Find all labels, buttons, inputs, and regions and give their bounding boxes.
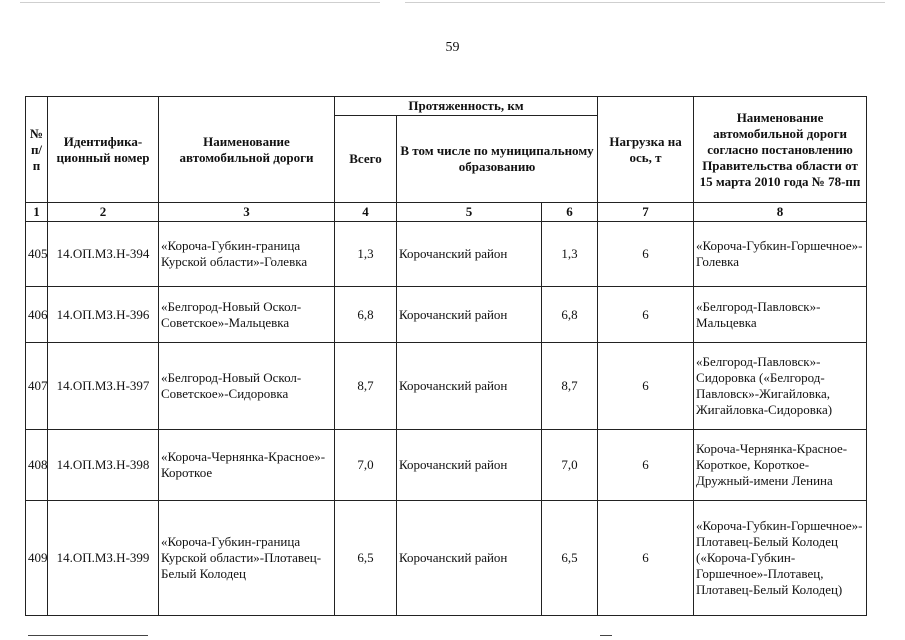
header-total: Всего <box>335 116 397 203</box>
column-number: 4 <box>335 203 397 222</box>
row-total-length: 6,5 <box>335 501 397 616</box>
row-num: 408 <box>26 430 48 501</box>
row-municipality: Корочанский район <box>397 343 542 430</box>
table-row <box>26 501 867 616</box>
row-id: 14.ОП.МЗ.Н-399 <box>48 501 159 616</box>
row-municipal-length: 6,8 <box>542 287 598 343</box>
row-road-name: «Белгород-Новый Оскол-Советское»-Сидоровка <box>159 343 335 430</box>
row-municipal-length: 6,5 <box>542 501 598 616</box>
column-number: 7 <box>598 203 694 222</box>
row-municipality: Корочанский район <box>397 222 542 287</box>
header-num: № п/п <box>26 97 48 203</box>
column-number: 5 <box>397 203 542 222</box>
row-id: 14.ОП.МЗ.Н-398 <box>48 430 159 501</box>
header-name: Наименование автомобильной дороги <box>159 97 335 203</box>
header-municipal: В том числе по муниципальному образованию <box>397 116 598 203</box>
row-num: 409 <box>26 501 48 616</box>
row-axle-load: 6 <box>598 222 694 287</box>
row-num: 405 <box>26 222 48 287</box>
page-number: 59 <box>445 40 460 55</box>
row-municipal-length: 1,3 <box>542 222 598 287</box>
row-id: 14.ОП.МЗ.Н-396 <box>48 287 159 343</box>
column-number: 6 <box>542 203 598 222</box>
header-load: Нагрузка на ось, т <box>598 97 694 203</box>
bottom-rule <box>28 635 148 636</box>
row-decree-name: Короча-Чернянка-Красное-Короткое, Короткое-Дружный-имени Ленина <box>694 430 867 501</box>
row-road-name: «Белгород-Новый Оскол-Советское»-Мальцевка <box>159 287 335 343</box>
row-municipal-length: 7,0 <box>542 430 598 501</box>
row-axle-load: 6 <box>598 430 694 501</box>
table-row <box>26 287 867 343</box>
row-axle-load: 6 <box>598 501 694 616</box>
top-rule-left <box>20 2 380 3</box>
header-id: Идентифика-ционный номер <box>48 97 159 203</box>
row-axle-load: 6 <box>598 343 694 430</box>
row-municipal-length: 8,7 <box>542 343 598 430</box>
column-number: 2 <box>48 203 159 222</box>
top-rule-right <box>405 2 885 3</box>
row-decree-name: «Короча-Губкин-Горшечное»-Плотавец-Белый Колодец («Короча-Губкин-Горшечное»-Плотавец, Плотавец-Белый Колодец) <box>694 501 867 616</box>
row-decree-name: «Белгород-Павловск»-Мальцевка <box>694 287 867 343</box>
header-length-group: Протяженность, км <box>335 97 598 116</box>
column-number-row <box>26 203 867 222</box>
row-road-name: «Короча-Чернянка-Красное»-Короткое <box>159 430 335 501</box>
column-number: 1 <box>26 203 48 222</box>
header-decree-name: Наименование автомобильной дороги согласно постановлению Правительства области от 15 марта 2010 года № 78-пп <box>694 97 867 203</box>
roads-table <box>25 96 867 616</box>
row-road-name: «Короча-Губкин-граница Курской области»-Голевка <box>159 222 335 287</box>
row-axle-load: 6 <box>598 287 694 343</box>
row-decree-name: «Короча-Губкин-Горшечное»-Голевка <box>694 222 867 287</box>
column-number: 3 <box>159 203 335 222</box>
header-row-1 <box>26 97 867 116</box>
row-total-length: 1,3 <box>335 222 397 287</box>
row-id: 14.ОП.МЗ.Н-397 <box>48 343 159 430</box>
row-road-name: «Короча-Губкин-граница Курской области»-Плотавец-Белый Колодец <box>159 501 335 616</box>
table-row <box>26 222 867 287</box>
row-municipality: Корочанский район <box>397 430 542 501</box>
row-municipality: Корочанский район <box>397 287 542 343</box>
row-total-length: 6,8 <box>335 287 397 343</box>
bottom-rule-mark <box>600 635 612 636</box>
row-id: 14.ОП.МЗ.Н-394 <box>48 222 159 287</box>
row-total-length: 8,7 <box>335 343 397 430</box>
row-municipality: Корочанский район <box>397 501 542 616</box>
table-row <box>26 343 867 430</box>
table-row <box>26 430 867 501</box>
row-num: 406 <box>26 287 48 343</box>
row-total-length: 7,0 <box>335 430 397 501</box>
column-number: 8 <box>694 203 867 222</box>
row-num: 407 <box>26 343 48 430</box>
row-decree-name: «Белгород-Павловск»-Сидоровка («Белгород-Павловск»-Жигайловка, Жигайловка-Сидоровка) <box>694 343 867 430</box>
